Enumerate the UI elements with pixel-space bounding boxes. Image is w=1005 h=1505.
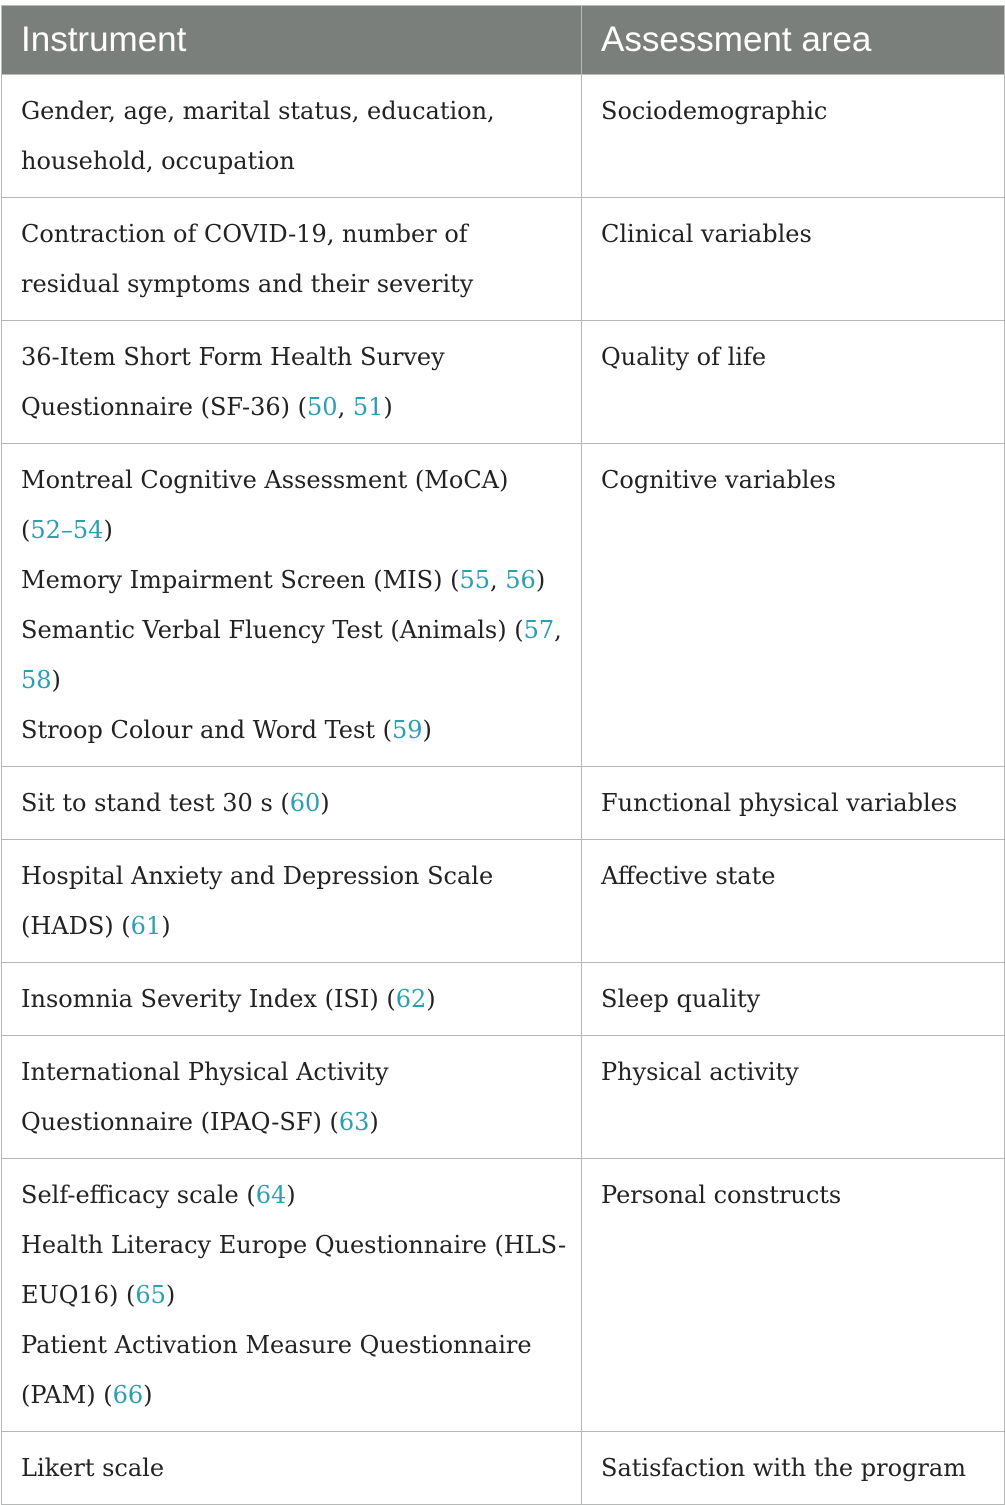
assessment-area-cell: Sleep quality bbox=[582, 963, 1005, 1036]
instrument-text: ) bbox=[426, 985, 436, 1013]
instrument-text: , bbox=[554, 616, 562, 644]
reference-link[interactable]: 60 bbox=[289, 789, 321, 817]
instrument-text: Contraction of COVID-19, number of residual symptoms and their severity bbox=[21, 220, 474, 298]
assessment-area-cell: Physical activity bbox=[582, 1036, 1005, 1159]
instrument-cell bbox=[2, 321, 582, 444]
instrument-line bbox=[21, 705, 567, 755]
table-row bbox=[2, 75, 1005, 198]
reference-link[interactable]: 59 bbox=[391, 716, 423, 744]
table-body bbox=[2, 75, 1005, 1505]
instrument-cell bbox=[2, 963, 582, 1036]
instrument-line bbox=[21, 555, 567, 605]
instrument-text: Patient Activation Measure Questionnaire (PAM) ( bbox=[21, 1331, 532, 1409]
instrument-cell bbox=[2, 767, 582, 840]
reference-link[interactable]: 55 bbox=[459, 566, 491, 594]
instrument-line bbox=[21, 974, 567, 1024]
table-row bbox=[2, 840, 1005, 963]
instrument-text: ) bbox=[383, 393, 393, 421]
instrument-line bbox=[21, 455, 567, 555]
instrument-text: Hospital Anxiety and Depression Scale (HADS) ( bbox=[21, 862, 494, 940]
instrument-text: Insomnia Severity Index (ISI) ( bbox=[21, 985, 396, 1013]
instrument-text: ) bbox=[161, 912, 171, 940]
table-row bbox=[2, 321, 1005, 444]
instrument-text: ) bbox=[369, 1108, 379, 1136]
reference-link[interactable]: 63 bbox=[338, 1108, 370, 1136]
instrument-line bbox=[21, 1220, 567, 1320]
assessment-area-cell: Functional physical variables bbox=[582, 767, 1005, 840]
instrument-text: Memory Impairment Screen (MIS) ( bbox=[21, 566, 460, 594]
reference-link[interactable]: 62 bbox=[395, 985, 427, 1013]
table-row bbox=[2, 963, 1005, 1036]
reference-link[interactable]: 64 bbox=[255, 1181, 287, 1209]
instrument-text: ) bbox=[103, 516, 113, 544]
instrument-text: Health Literacy Europe Questionnaire (HLS-EUQ16) ( bbox=[21, 1231, 567, 1309]
table-row bbox=[2, 444, 1005, 767]
instrument-text: Self-efficacy scale ( bbox=[21, 1181, 256, 1209]
instrument-text: ) bbox=[422, 716, 432, 744]
instrument-text: ) bbox=[165, 1281, 176, 1309]
table-header-row bbox=[2, 6, 1005, 75]
instrument-text: Gender, age, marital status, education, household, occupation bbox=[21, 97, 495, 175]
instrument-cell bbox=[2, 840, 582, 963]
assessment-area-cell: Sociodemographic bbox=[582, 75, 1005, 198]
instrument-text: ) bbox=[286, 1181, 296, 1209]
assessment-area-cell: Quality of life bbox=[582, 321, 1005, 444]
table-row bbox=[2, 1159, 1005, 1432]
instrument-line bbox=[21, 86, 567, 186]
instrument-cell bbox=[2, 75, 582, 198]
instrument-text: ) bbox=[320, 789, 330, 817]
instrument-text: , bbox=[490, 566, 506, 594]
instrument-line bbox=[21, 778, 567, 828]
reference-link[interactable]: 57 bbox=[523, 616, 555, 644]
instrument-line bbox=[21, 605, 567, 705]
reference-link[interactable]: 58 bbox=[21, 666, 52, 694]
instrument-text: ) bbox=[535, 566, 546, 594]
instrument-line bbox=[21, 332, 567, 432]
instrument-cell bbox=[2, 198, 582, 321]
reference-link[interactable]: 52–54 bbox=[30, 516, 104, 544]
header-instrument: Instrument bbox=[2, 6, 582, 75]
instrument-text: Montreal Cognitive Assessment (MoCA) ( bbox=[21, 466, 509, 544]
instrument-line bbox=[21, 209, 567, 309]
assessment-area-cell: Cognitive variables bbox=[582, 444, 1005, 767]
reference-link[interactable]: 50 bbox=[307, 393, 338, 421]
header-assessment-area: Assessment area bbox=[582, 6, 1005, 75]
instrument-text: Stroop Colour and Word Test ( bbox=[21, 716, 392, 744]
reference-link[interactable]: 51 bbox=[352, 393, 384, 421]
instrument-line bbox=[21, 1170, 567, 1220]
instrument-cell bbox=[2, 1036, 582, 1159]
assessment-area-cell: Satisfaction with the program bbox=[582, 1432, 1005, 1505]
reference-link[interactable]: 66 bbox=[112, 1381, 144, 1409]
assessment-area-cell: Personal constructs bbox=[582, 1159, 1005, 1432]
instrument-line bbox=[21, 851, 567, 951]
instrument-text: ) bbox=[51, 666, 61, 694]
instrument-line bbox=[21, 1320, 567, 1420]
table-row bbox=[2, 1432, 1005, 1505]
instrument-cell bbox=[2, 1432, 582, 1505]
table-row bbox=[2, 198, 1005, 321]
assessment-area-cell: Clinical variables bbox=[582, 198, 1005, 321]
reference-link[interactable]: 61 bbox=[130, 912, 162, 940]
instrument-text: International Physical Activity Questionnaire (IPAQ-SF) ( bbox=[21, 1058, 389, 1136]
instrument-text: 36-Item Short Form Health Survey Questionnaire (SF-36) ( bbox=[21, 343, 445, 421]
instrument-text: , bbox=[337, 393, 353, 421]
instrument-cell bbox=[2, 444, 582, 767]
table-row bbox=[2, 767, 1005, 840]
instrument-text: Sit to stand test 30 s ( bbox=[21, 789, 290, 817]
instrument-cell bbox=[2, 1159, 582, 1432]
instrument-line bbox=[21, 1443, 567, 1493]
instrument-text: Semantic Verbal Fluency Test (Animals) ( bbox=[21, 616, 524, 644]
table-row bbox=[2, 1036, 1005, 1159]
instrument-text: ) bbox=[143, 1381, 153, 1409]
instrument-line bbox=[21, 1047, 567, 1147]
reference-link[interactable]: 56 bbox=[505, 566, 536, 594]
reference-link[interactable]: 65 bbox=[135, 1281, 166, 1309]
assessment-table bbox=[1, 5, 1005, 1505]
instrument-text: Likert scale bbox=[21, 1454, 165, 1482]
assessment-area-cell: Affective state bbox=[582, 840, 1005, 963]
